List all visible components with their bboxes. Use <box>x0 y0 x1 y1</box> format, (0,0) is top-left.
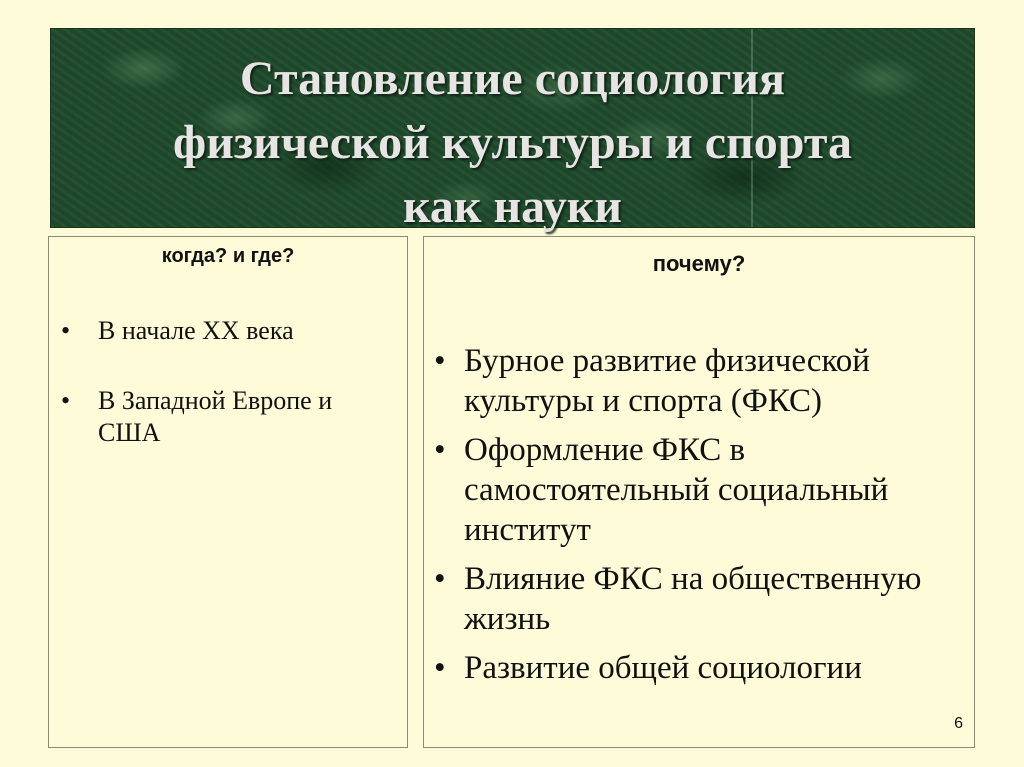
bullet-icon: • <box>61 316 71 345</box>
slide-title <box>51 47 974 239</box>
when-where-heading: когда? и где? <box>161 245 295 267</box>
why-heading: почему? <box>652 251 746 276</box>
bullet-icon: • <box>434 561 446 597</box>
title-banner <box>50 28 975 233</box>
title-line: как науки <box>402 180 623 233</box>
title-line: Становление социология <box>239 52 786 105</box>
list-item <box>434 430 969 550</box>
list-item <box>61 315 396 347</box>
when-where-panel <box>48 236 408 748</box>
list-item <box>434 559 969 639</box>
list-item-text: В Западной Европе и США <box>98 386 333 447</box>
list-item <box>61 385 396 449</box>
list-item-text: Бурное развитие физической культуры и спорта (ФКС) <box>464 343 870 419</box>
bullet-icon: • <box>434 432 446 468</box>
why-list <box>434 341 969 697</box>
when-where-list <box>61 315 396 487</box>
list-item-text: Влияние ФКС на общественную жизнь <box>464 561 922 637</box>
title-line: физической культуры и спорта <box>173 116 852 169</box>
list-item-text: Развитие общей социологии <box>464 650 862 686</box>
list-item-text: Оформление ФКС в самостоятельный социальный институт <box>464 432 889 548</box>
page-number: 6 <box>954 715 963 732</box>
bullet-icon: • <box>434 343 446 379</box>
list-item <box>434 648 969 688</box>
bullet-icon: • <box>434 650 446 686</box>
bullet-icon: • <box>61 386 71 415</box>
list-item-text: В начале XX века <box>98 316 294 345</box>
list-item <box>434 341 969 421</box>
why-panel <box>423 236 975 748</box>
